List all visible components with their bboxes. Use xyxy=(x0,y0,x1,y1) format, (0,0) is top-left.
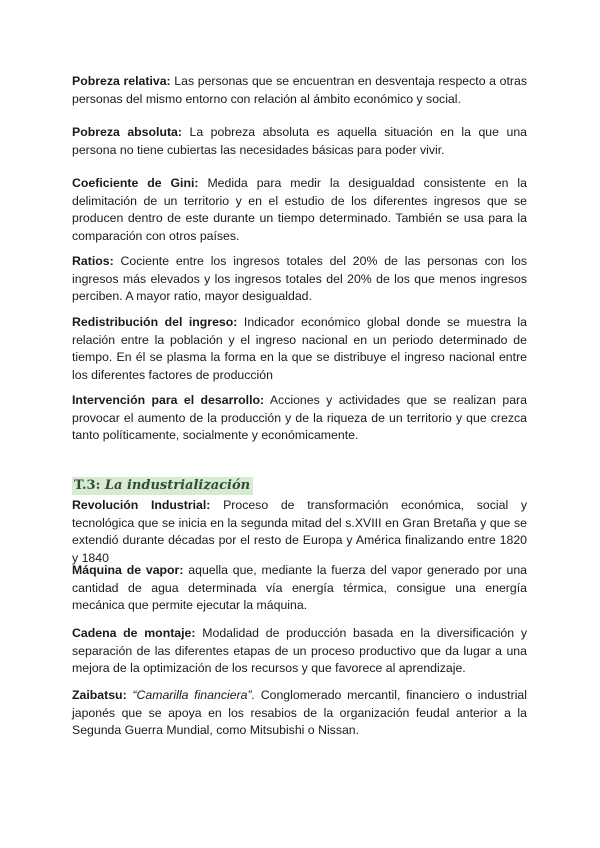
definition-term: Cadena de montaje: xyxy=(72,626,196,641)
definition-intervencion-desarrollo xyxy=(72,392,527,445)
definition-italic-note: “Camarilla financiera”. xyxy=(132,688,255,703)
definition-maquina-vapor xyxy=(72,562,527,615)
section-heading-number: T.3: xyxy=(74,478,101,493)
definition-text: Conglomerado mercantil, financiero o industrial japonés que se apoya en los resabios de la organización feudal anterior a la Segunda Guerra Mundial, como Mitsubishi o Nissan. xyxy=(72,688,527,738)
definition-pobreza-relativa xyxy=(72,73,527,108)
section-heading-title: La industrialización xyxy=(104,478,251,493)
definition-pobreza-absoluta xyxy=(72,124,527,159)
definition-text: Medida para medir la desigualdad consistente en la delimitación de un territorio y en el estudio de los diferentes ingresos que se producen dentro de este durante un tiempo determinado. También se usa para la comparación con otros países. xyxy=(72,176,527,244)
definition-term: Pobreza absoluta: xyxy=(72,125,182,140)
definition-revolucion-industrial xyxy=(72,497,527,567)
definition-term: Intervención para el desarrollo: xyxy=(72,393,265,408)
definition-term: Zaibatsu: xyxy=(72,688,127,703)
definition-zaibatsu xyxy=(72,687,527,740)
definition-term: Máquina de vapor: xyxy=(72,563,184,578)
definition-term: Pobreza relativa: xyxy=(72,74,171,89)
section-heading xyxy=(72,477,253,495)
definition-term: Redistribución del ingreso: xyxy=(72,315,238,330)
definition-text: Acciones y actividades que se realizan para provocar el aumento de la producción y de la riqueza de un territorio y que crezca tanto políticamente, socialmente y económicamente. xyxy=(72,393,527,443)
definition-text: Cociente entre los ingresos totales del 20% de las personas con los ingresos más elevados y los ingresos totales del 20% de los que menos ingresos perciben. A mayor ratio, mayor desigualdad. xyxy=(72,254,528,304)
definition-text: Indicador económico global donde se muestra la relación entre la población y el ingreso nacional en un periodo determinado de tiempo. En él se plasma la forma en la que se distribuye el ingreso nacional entre los diferentes factores de producción xyxy=(72,315,528,383)
definition-text: La pobreza absoluta es aquella situación en la que una persona no tiene cubiertas las necesidades básicas para poder vivir. xyxy=(72,125,527,157)
definition-text: Las personas que se encuentran en desventaja respecto a otras personas del mismo entorno con relación al ámbito económico y social. xyxy=(72,74,527,106)
definition-text: aquella que, mediante la fuerza del vapor generado por una cantidad de agua determinada vía energía térmica, consigue una energía mecánica que permite ejecutar la máquina. xyxy=(72,563,528,613)
definition-coeficiente-gini xyxy=(72,175,527,245)
definition-term: Ratios: xyxy=(72,254,114,269)
definition-term: Revolución Industrial: xyxy=(72,498,211,513)
definition-redistribucion-ingreso xyxy=(72,314,527,384)
definition-text: Proceso de transformación económica, social y tecnológica que se inicia en la segunda mitad del s.XVIII en Gran Bretaña y que se extendió durante décadas por el resto de Europa y América finalizando entre 1820 y 1840 xyxy=(72,498,527,566)
definition-cadena-montaje xyxy=(72,625,527,678)
definition-text: Modalidad de producción basada en la diversificación y separación de las diferentes etapas de un proceso productivo que da lugar a una mejora de la optimización de los recursos y que favorece al aprendizaje. xyxy=(72,626,527,676)
definition-term: Coeficiente de Gini: xyxy=(72,176,199,191)
definition-ratios xyxy=(72,253,527,306)
